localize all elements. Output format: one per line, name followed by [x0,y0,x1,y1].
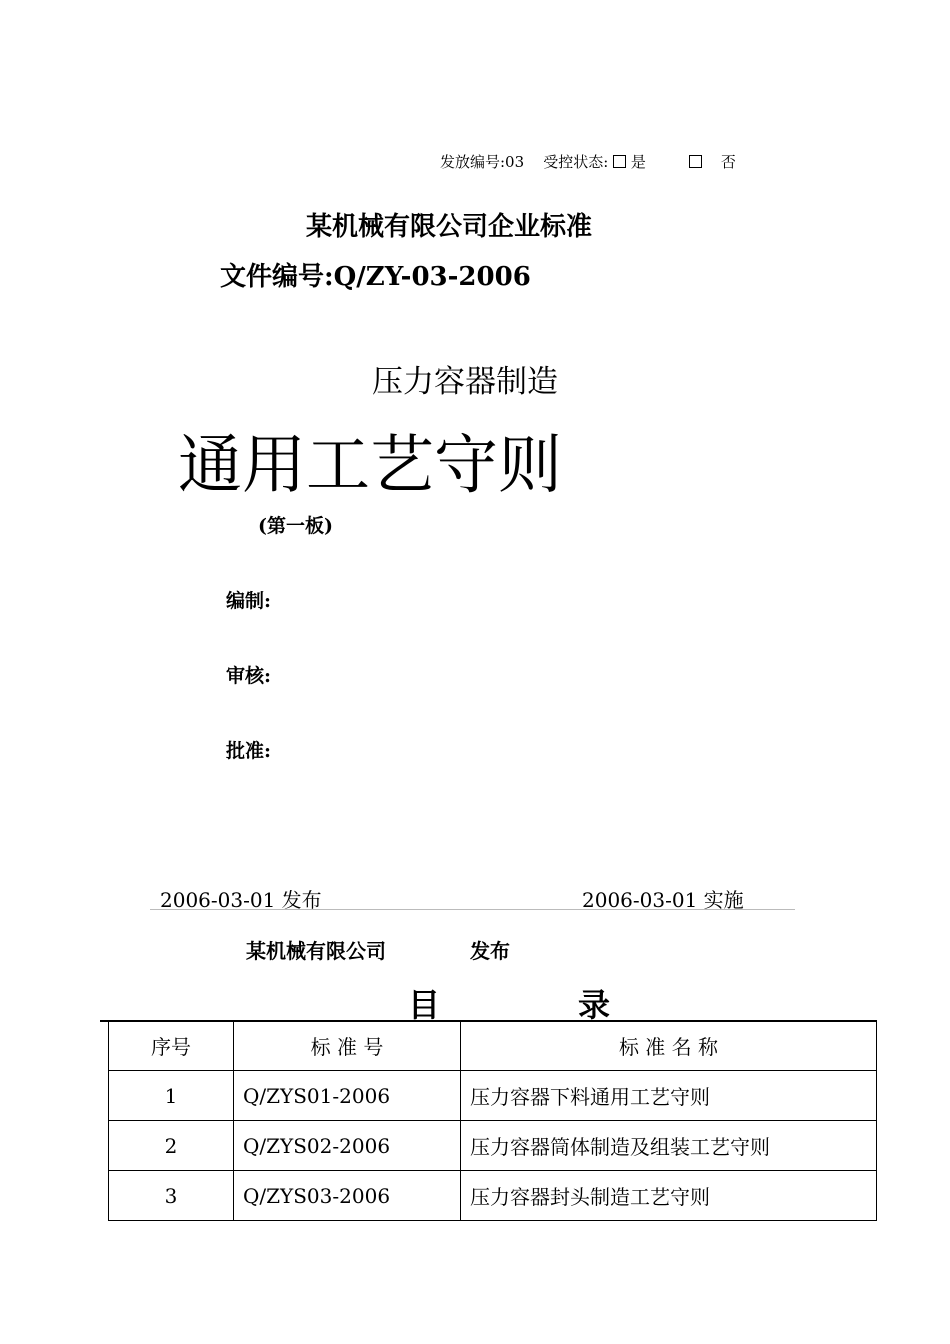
toc-header-standard-no: 标 准 号 [234,1021,461,1071]
date-divider [150,909,795,910]
toc-header-standard-name: 标 准 名 称 [461,1021,877,1071]
checkbox-no[interactable] [689,155,702,168]
publish-date: 2006-03-01 发布 [160,888,322,912]
toc-title-part1: 目 [408,986,441,1024]
option-yes-label: 是 [630,153,646,171]
toc-cell-standard-no: Q/ZYS01-2006 [234,1071,461,1121]
implement-date: 2006-03-01 实施 [582,888,744,912]
table-row [109,1121,877,1171]
table-row [109,1171,877,1221]
toc-cell-standard-no: Q/ZYS02-2006 [234,1121,461,1171]
publisher-name: 某机械有限公司 [246,939,386,963]
checkbox-yes[interactable] [613,155,626,168]
option-no-label: 否 [720,153,736,171]
issue-number: 发放编号:03 [440,153,525,171]
document-title: 通用工艺守则 [178,429,562,503]
publisher-action: 发布 [470,939,510,963]
toc-cell-index: 2 [109,1121,234,1171]
toc-cell-standard-no: Q/ZYS03-2006 [234,1171,461,1221]
table-row [109,1071,877,1121]
edition-label: (第一板) [258,515,333,537]
toc-cell-standard-name: 压力容器封头制造工艺守则 [461,1171,877,1221]
control-status-label: 受控状态: [543,153,609,171]
compiled-by-label: 编制: [226,590,272,612]
toc-table [108,1021,877,1221]
issue-control-line [440,151,736,172]
company-standard-heading: 某机械有限公司企业标准 [306,212,593,242]
document-subtitle: 压力容器制造 [372,364,558,400]
toc-title-part2: 录 [578,986,611,1024]
toc-cell-index: 3 [109,1171,234,1221]
toc-cell-index: 1 [109,1071,234,1121]
file-number: 文件编号:Q/ZY-03-2006 [220,262,531,292]
toc-header-index: 序号 [109,1021,234,1071]
toc-header-row [109,1021,877,1071]
approved-by-label: 批准: [226,740,272,762]
reviewed-by-label: 审核: [226,665,272,687]
toc-cell-standard-name: 压力容器下料通用工艺守则 [461,1071,877,1121]
toc-cell-standard-name: 压力容器筒体制造及组装工艺守则 [461,1121,877,1171]
